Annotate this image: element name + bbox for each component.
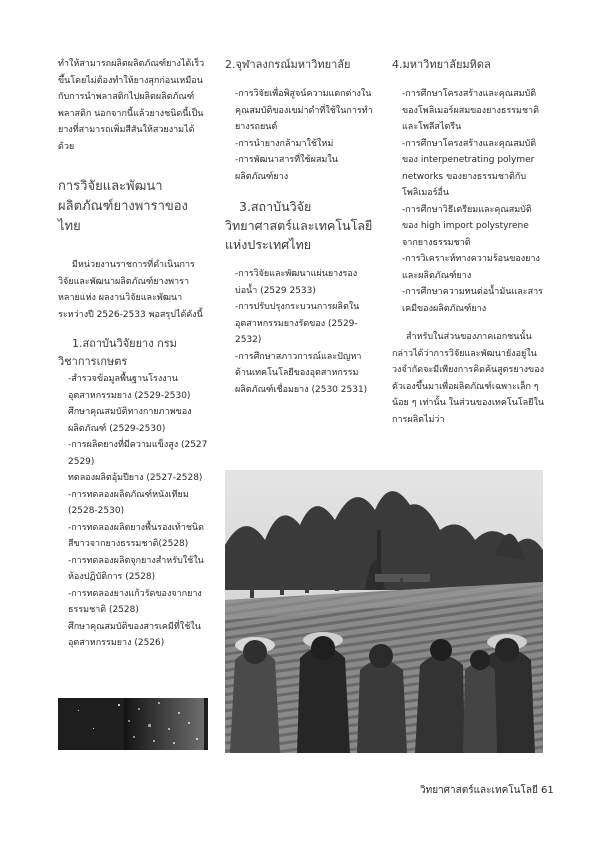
list-item: -การทดลองผลิตจุกยางสำหรับใช้ในห้องปฏิบัติการ (2528) — [68, 555, 204, 582]
list-item: -การศึกษาโครงสร้างและคุณสมบัติของโพลิเมอร์ผสมของยางธรรมชาติและโพลีสไตรีน — [402, 89, 539, 132]
institute-3-title: 3.สถาบันวิจัยวิทยาศาสตร์และเทคโนโลยีแห่งประเทศไทย — [225, 199, 373, 252]
page-footer: วิทยาศาสตร์และเทคโนโลยี 61 — [420, 785, 554, 796]
list-item: -การศึกษาความทนต่อน้ำมันและสารเคมีของผลิตภัณฑ์ยาง — [402, 287, 543, 314]
list-item: -การทดลองผลิตภัณฑ์หนังเทียม (2528-2530) — [68, 489, 189, 516]
list-item: -การปรับปรุงกระบวนการผลิตในอุตสาหกรรมยางรัดของ (2529-2532) — [235, 302, 360, 345]
rubber-sheet-drying-photo — [225, 470, 543, 753]
overview-paragraph: มีหน่วยงานราชการที่ดำเนินการวิจัยและพัฒนาผลิตภัณฑ์ยางพาราหลายแห่ง ผลงานวิจัยและพัฒนาระหว่างปี 2526-2533 พอสรุปได้ดังนี้ — [58, 260, 203, 320]
institute-2-title: 2.จุฬาลงกรณ์มหาวิทยาลัย — [225, 58, 351, 71]
decorative-halftone-image — [58, 698, 208, 750]
column-left — [58, 56, 208, 652]
list-item: -การศึกษาโครงสร้างและคุณสมบัติของ interpenetrating polymer networks ของยางธรรมชาติกับโพลิเมอร์อื่น — [402, 138, 537, 198]
intro-paragraph: ทำให้สามารถผลิตผลิตภัณฑ์ยางได้เร็วขึ้นโดยไม่ต้องทำให้ยางสุกก่อนเหมือนกับการนำพลาสติกไปผลิตผลิตภัณฑ์พลาสติก นอกจากนี้แล้วยางชนิดนี้เป็นยางที่สามารถเพิ่มสีสันให้สวยงามได้ด้วย — [58, 59, 205, 152]
list-item: -การทดลองยางแก้วรัดของจากยางธรรมชาติ (2528) — [68, 588, 202, 615]
list-item: ทดลองผลิตอุ้มปียาง (2527-2528) — [68, 473, 203, 483]
list-item: -การศึกษาสภาวการณ์และปัญหาด้านเทคโนโลยีของอุตสาหกรรมผลิตภัณฑ์เชื่อมยาง (2530 2531) — [235, 351, 368, 395]
list-item: -การวิเคราะห์ทางความร้อนของยางและผลิตภัณฑ์ยาง — [402, 254, 540, 281]
list-item: -การผลิตยางที่มีความแข็งสูง (2527 2529) — [68, 440, 208, 467]
closing-paragraph: สำหรับในส่วนของภาคเอกชนนั้นกล่าวได้ว่าการวิจัยและพัฒนายังอยู่ในวงจำกัดจะมีเพียงการคิดค้นสูตรยางของตัวเองขึ้นมาเพื่อผลิตภัณฑ์เฉพาะเล็ก ๆ น้อย ๆ เท่านั้น ในส่วนของเทคโนโลยีในการผลิตไม่ว่า — [392, 332, 545, 425]
list-item: -การศึกษาวิธีเตรียมและคุณสมบัติของ high import polystyrene จากยางธรรมชาติ — [402, 204, 532, 248]
list-item: -การทดลองผลิตยางพื้นรองเท้าชนิดสีขาวจากยางธรรมชาติ(2528) — [68, 522, 204, 549]
list-item: ศึกษาคุณสมบัติของสารเคมีที่ใช้ในอุตสาหกรรมยาง (2526) — [68, 621, 201, 648]
list-item: -การนำยางกล้ามาใช้ใหม่ — [235, 138, 334, 149]
list-item: -สำรวจข้อมูลพื้นฐานโรงงานอุตสาหกรรมยาง (2529-2530) — [68, 374, 191, 401]
list-item: -การพัฒนาสารที่ใช้ผสมในผลิตภัณฑ์ยาง — [235, 155, 338, 182]
list-item: -การวิจัยเพื่อพิสูจน์ความแตกต่างในคุณสมบัติของเขม่าดำที่ใช้ในการทำยางรถยนต์ — [235, 89, 373, 132]
column-middle — [225, 56, 375, 398]
list-item: ศึกษาคุณสมบัติทางกายภาพของผลิตภัณฑ์ (2529-2530) — [68, 407, 192, 434]
institute-4-title: 4.มหาวิทยาลัยมหิดล — [392, 58, 491, 71]
column-right — [392, 56, 544, 428]
list-item: -การวิจัยและพัฒนาแผ่นยางรองบ่อน้ำ (2529 2533) — [235, 269, 358, 296]
institute-1-title: 1.สถาบันวิจัยยาง กรมวิชาการเกษตร — [58, 337, 177, 368]
section-heading: การวิจัยและพัฒนาผลิตภัณฑ์ยางพาราของไทย — [58, 179, 188, 234]
